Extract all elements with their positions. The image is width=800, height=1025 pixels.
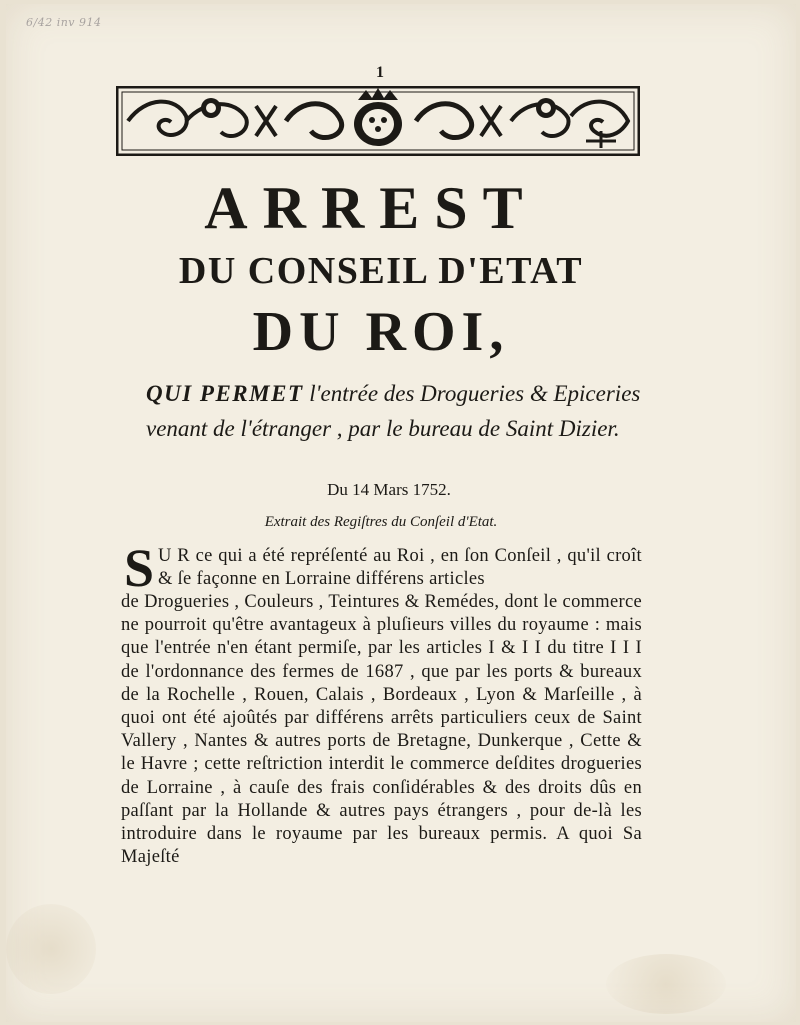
title-du-roi: DU ROI, [252, 301, 510, 363]
drop-cap: S [124, 538, 155, 598]
paper-stain [6, 904, 96, 994]
page-number: 1 [376, 64, 384, 81]
body-opening: U R ce qui a été repréſenté au Roi , en ſon Conſeil , qu'il croît & ſe façonne en Lorraine différens articles [158, 546, 642, 589]
date-line: Du 14 Mars 1752. [327, 480, 451, 499]
extract-line: Extrait des Regiſtres du Conſeil d'Etat. [264, 514, 498, 530]
title-arrest: ARREST [204, 175, 538, 241]
pencil-annotation: 6/42 inv 914 [26, 16, 102, 29]
royal-crest-ornament-icon [116, 86, 640, 156]
subtitle-lead: QUI PERMET [146, 381, 304, 406]
subtitle [146, 376, 646, 446]
body-text: de Drogueries , Couleurs , Teintures & Remédes, dont le commerce ne pourroit qu'être avantageux à pluſieurs villes du royaume : mais que l'entrée n'en étant permiſe, par les articles I & I I du titre I I I de l'ordonnance des fermes de 1687 , que par les ports & bureaux de la Rochelle , Rouen, Calais , Bordeaux , Lyon & Marſeille , à quoi ont été ajoûtés par différens arrêts particuliers ceux de Saint Vallery , Nantes & autres ports de Bretagne, Dunkerque , Cette & le Havre ; cette reſtriction interdit le commerce deſdites drogueries de Lorraine , à cauſe des frais conſidérables & des droits dûs en paſſant par la Hollande & autres pays étrangers , pour de-là les introduire dans le royaume par les bureaux permis. A quoi Sa Majeſté [121, 592, 642, 868]
title-conseil: DU CONSEIL D'ETAT [178, 250, 584, 292]
document-page [6, 4, 796, 1022]
subtitle-text: l'entrée des Drogueries & Epiceries venant de l'étranger , par le bureau de Saint Dizier. [146, 381, 641, 441]
paper-stain [606, 954, 726, 1014]
